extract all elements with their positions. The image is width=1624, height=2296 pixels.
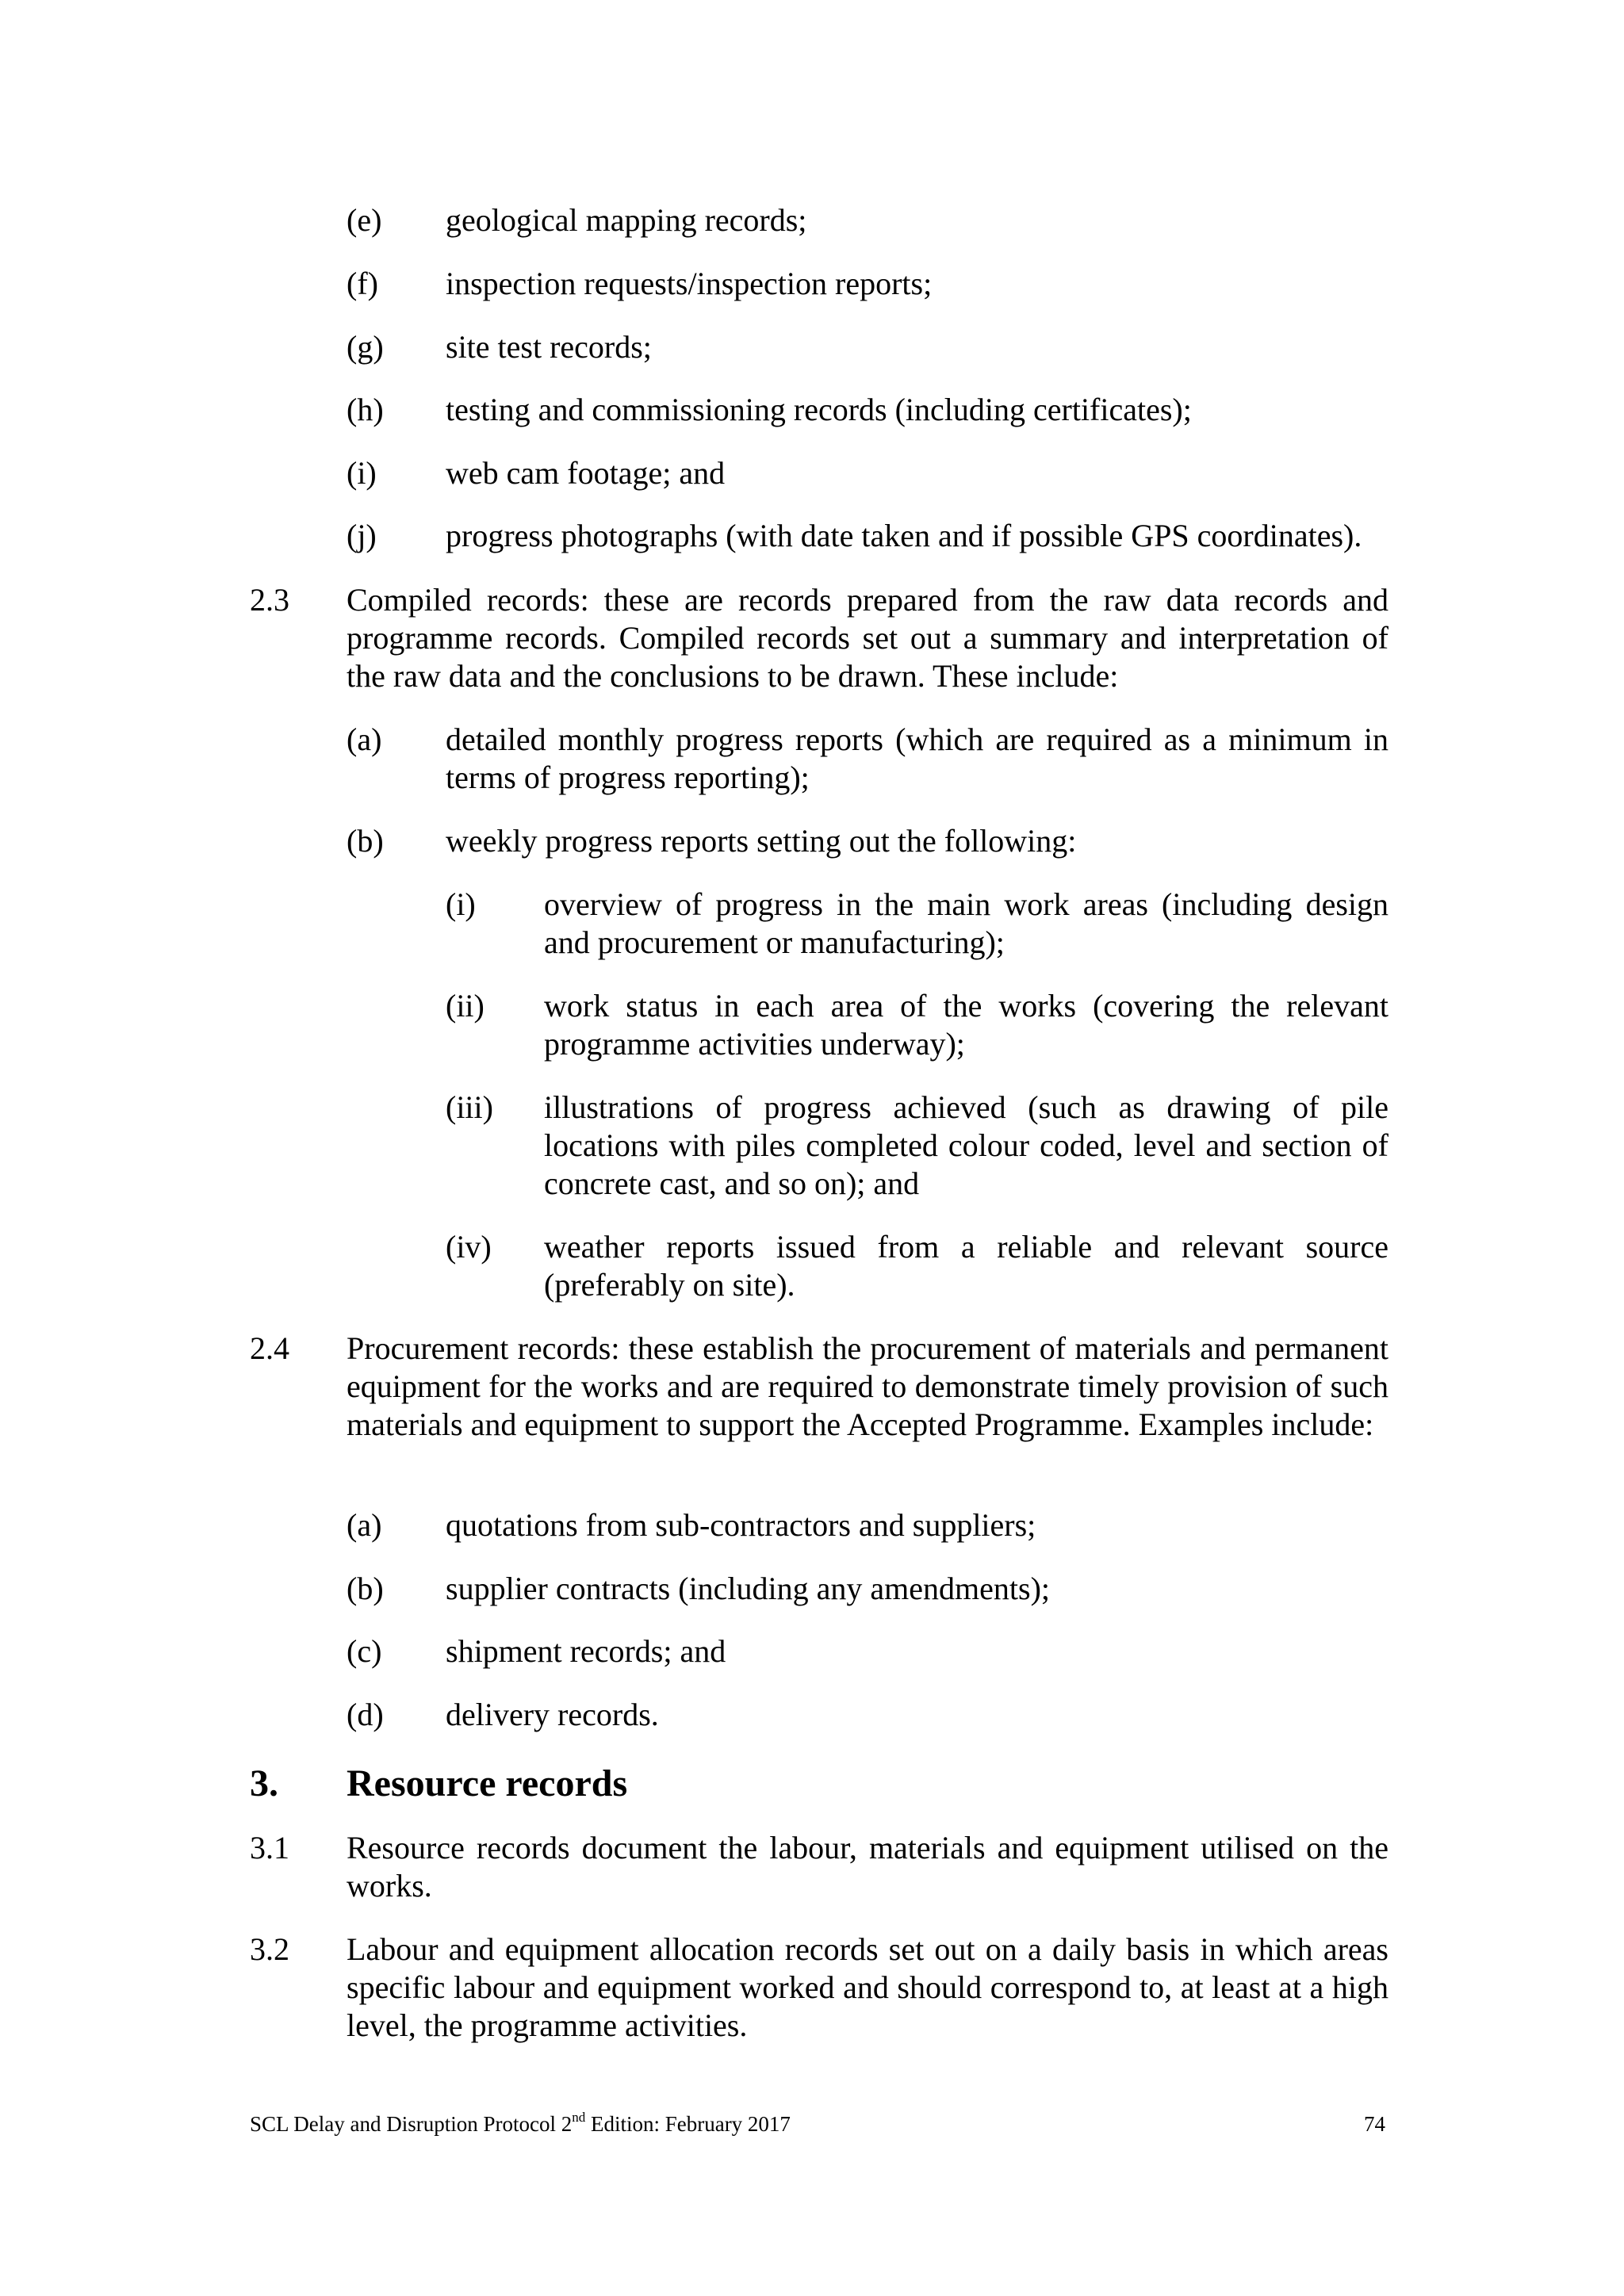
list-item-text: shipment records; and [446,1633,726,1669]
sub-list-item-label: (iv) [446,1229,492,1265]
paragraph-text: Procurement records: these establish the procurement of materials and permanent equipment for the works and are required to demonstrate timely provision of such materials and equipment to support the Accepted Programme. Examples include: [347,1330,1388,1442]
footer-title-edition: Edition: February 2017 [585,2112,791,2136]
list-item-text: quotations from sub-contractors and suppliers; [446,1507,1036,1543]
page-number: 74 [1364,2112,1385,2136]
paragraph-number: 2.3 [250,582,289,618]
list-item-label: (e) [347,202,382,238]
list-item-text: detailed monthly progress reports (which are required as a minimum in terms of progress reporting); [446,721,1388,795]
list-item-label: (h) [347,392,384,427]
list-item-text: testing and commissioning records (including certificates); [446,392,1192,427]
list-item-label: (g) [347,329,384,365]
list-item-text: inspection requests/inspection reports; [446,266,933,301]
sub-list-item-label: (i) [446,886,476,922]
footer-title-superscript: nd [572,2110,586,2125]
list-item-label: (f) [347,266,378,301]
list-item-label: (i) [347,455,377,491]
paragraph-text: Labour and equipment allocation records set out on a daily basis in which areas specific labour and equipment worked and should correspond to, at least at a high level, the programme activities. [347,1931,1388,2043]
sub-list-item-label: (iii) [446,1089,493,1125]
list-item-label: (b) [347,1571,384,1606]
section-heading [0,1762,1624,1806]
list-item-text: supplier contracts (including any amendments); [446,1571,1051,1606]
sub-list-item-text: work status in each area of the works (covering the relevant programme activities underway); [544,988,1388,1062]
paragraph-text: Compiled records: these are records prepared from the raw data records and programme records. Compiled records set out a summary and interpretation of the raw data and the conclusions to be drawn. These include: [347,582,1388,694]
list-item-text: delivery records. [446,1697,659,1732]
list-item-label: (a) [347,721,382,757]
list-item-label: (a) [347,1507,382,1543]
footer-title [250,2111,791,2137]
list-item-text: weekly progress reports setting out the following: [446,823,1077,859]
list-item-label: (j) [347,518,377,553]
list-item-label: (c) [347,1633,382,1669]
list-item-label: (d) [347,1697,384,1732]
footer-title-main: SCL Delay and Disruption Protocol 2 [250,2112,573,2136]
paragraph-number: 2.4 [250,1330,289,1366]
list-item-text: web cam footage; and [446,455,726,491]
list-item-label: (b) [347,823,384,859]
sub-list-item-text: weather reports issued from a reliable and relevant source (preferably on site). [544,1229,1388,1303]
section-number: 3. [250,1762,278,1804]
list-item-text: progress photographs (with date taken and if possible GPS coordinates). [446,518,1362,553]
paragraph-text: Resource records document the labour, materials and equipment utilised on the works. [347,1830,1388,1904]
list-item-text: geological mapping records; [446,202,807,238]
section-title: Resource records [347,1762,628,1804]
list-item-text: site test records; [446,329,652,365]
sub-list-item-text: illustrations of progress achieved (such as drawing of pile locations with piles completed colour coded, level and section of concrete cast, and so on); and [544,1089,1388,1201]
paragraph-number: 3.2 [250,1931,289,1967]
sub-list-item-label: (ii) [446,988,485,1024]
paragraph-number: 3.1 [250,1830,289,1866]
sub-list-item-text: overview of progress in the main work areas (including design and procurement or manufacturing); [544,886,1388,960]
